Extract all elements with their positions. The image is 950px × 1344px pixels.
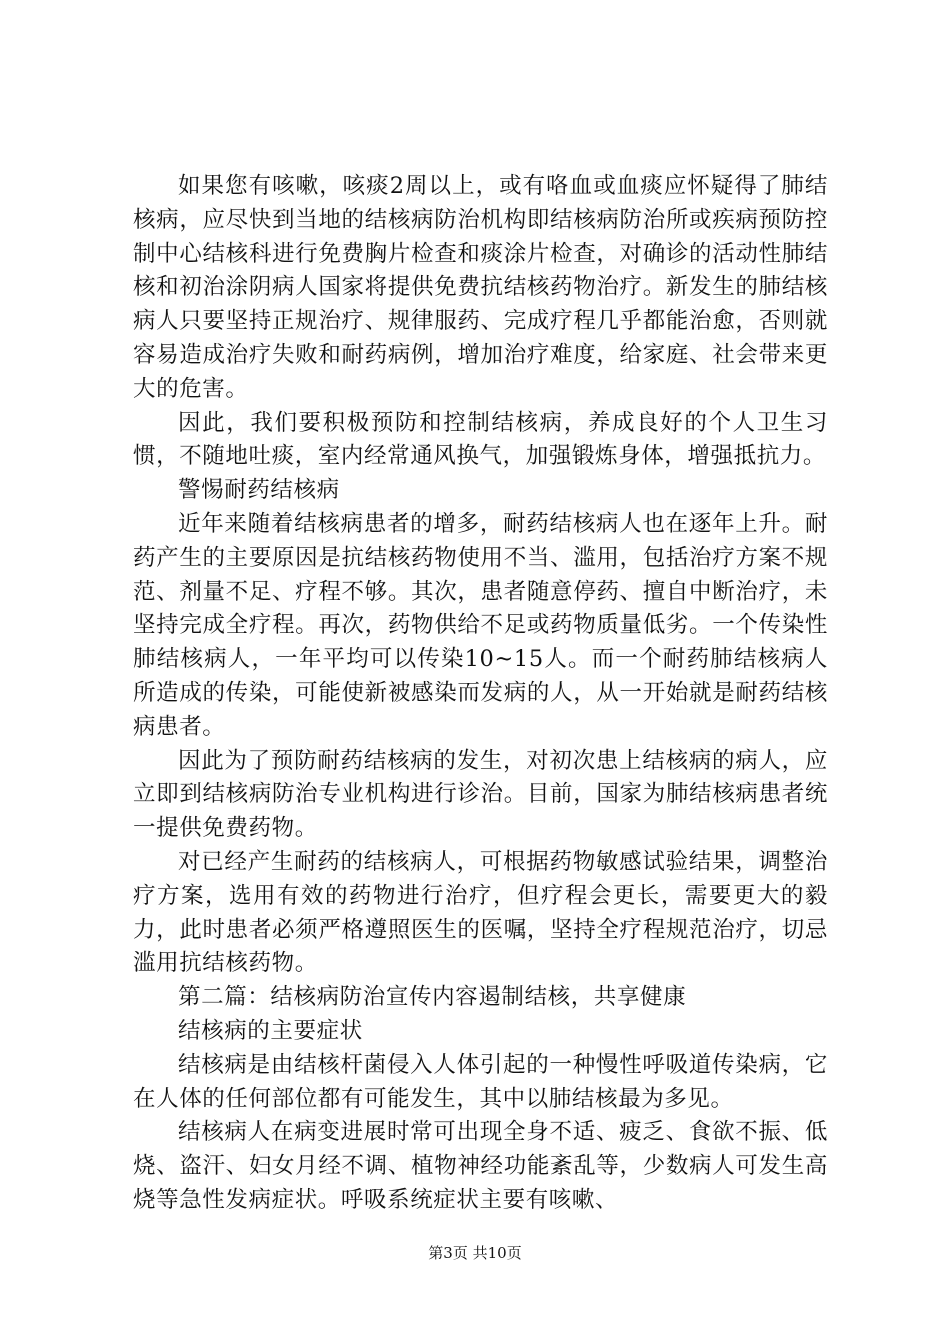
page-number-footer: 第3页 共10页	[428, 1244, 522, 1262]
paragraph-prevention: 因此，我们要积极预防和控制结核病，养成良好的个人卫生习惯，不随地吐痰，室内经常通风换气，加强锻炼身体，增强抵抗力。	[133, 409, 828, 470]
chapter-heading-part-two: 第二篇：结核病防治宣传内容遏制结核，共享健康	[178, 984, 687, 1011]
paragraph-resistance-treatment: 对已经产生耐药的结核病人，可根据药物敏感试验结果，调整治疗方案，选用有效的药物进行治疗，但疗程会更长，需要更大的毅力，此时患者必须严格遵照医生的医嘱，坚持全疗程规范治疗，切忌滥用抗结核药物。	[133, 848, 828, 977]
paragraph-tb-symptoms: 结核病人在病变进展时常可出现全身不适、疲乏、食欲不振、低烧、盗汗、妇女月经不调、植物神经功能紊乱等，少数病人可发生高烧等急性发病症状。呼吸系统症状主要有咳嗽、	[133, 1119, 828, 1213]
section-heading-drug-resistant: 警惕耐药结核病	[178, 477, 340, 504]
paragraph-tb-definition: 结核病是由结核杆菌侵入人体引起的一种慢性呼吸道传染病，它在人体的任何部位都有可能发生，其中以肺结核最为多见。	[133, 1051, 828, 1112]
document-body	[133, 170, 828, 1218]
paragraph-resistance-prevention: 因此为了预防耐药结核病的发生，对初次患上结核病的病人，应立即到结核病防治专业机构进行诊治。目前，国家为肺结核病患者统一提供免费药物。	[133, 747, 828, 842]
paragraph-resistance-causes: 近年来随着结核病患者的增多，耐药结核病人也在逐年上升。耐药产生的主要原因是抗结核药物使用不当、滥用，包括治疗方案不规范、剂量不足、疗程不够。其次，患者随意停药、擅自中断治疗，未坚持完成全疗程。再次，药物供给不足或药物质量低劣。一个传染性肺结核病人，一年平均可以传染10~15人。而一个耐药肺结核病人所造成的传染，可能使新被感染而发病的人，从一开始就是耐药结核病患者。	[133, 510, 828, 740]
paragraph-tb-symptoms-advice: 如果您有咳嗽，咳痰2周以上，或有咯血或血痰应怀疑得了肺结核病，应尽快到当地的结核病防治机构即结核病防治所或疾病预防控制中心结核科进行免费胸片检查和痰涂片检查，对确诊的活动性肺结核和初治涂阴病人国家将提供免费抗结核药物治疗。新发生的肺结核病人只要坚持正规治疗、规律服药、完成疗程几乎都能治愈，否则就容易造成治疗失败和耐药病例，增加治疗难度，给家庭、社会带来更大的危害。	[133, 173, 828, 402]
section-heading-main-symptoms: 结核病的主要症状	[178, 1017, 363, 1044]
